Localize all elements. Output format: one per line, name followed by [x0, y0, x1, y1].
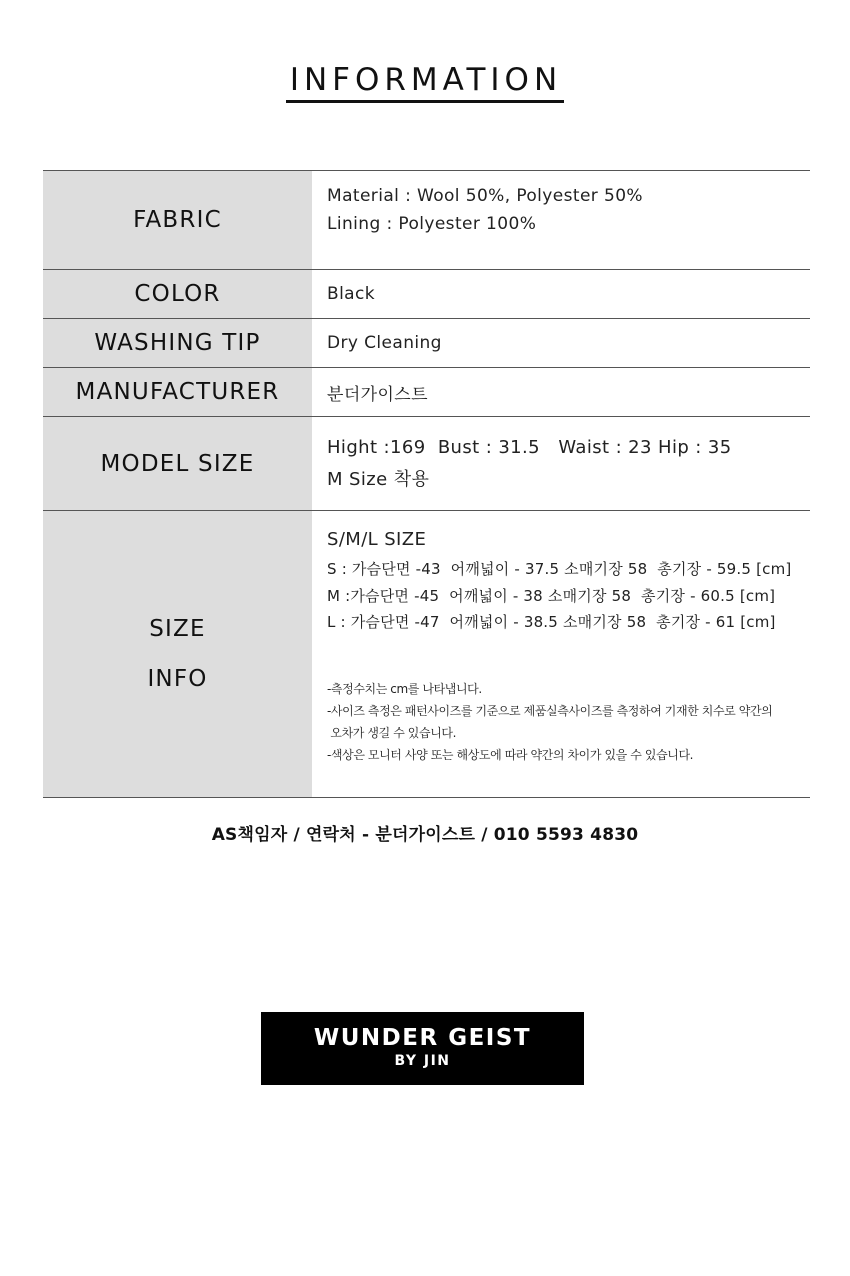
color-value: Black	[327, 284, 375, 304]
fabric-value	[312, 171, 810, 270]
color-row	[43, 270, 810, 319]
manufacturer-label: MANUFACTURER	[43, 368, 312, 417]
brand-logo-name: WUNDER GEIST	[313, 1025, 532, 1051]
brand-logo	[261, 1012, 584, 1085]
size-info-label-line1: SIZE	[149, 616, 206, 642]
washing-label: WASHING TIP	[43, 319, 312, 368]
size-note-3: 오차가 생길 수 있습니다.	[327, 725, 456, 740]
model-measurements: Hight :169 Bust : 31.5 Waist : 23 Hip : 35	[327, 436, 732, 458]
size-notes	[327, 678, 810, 766]
brand-logo-sub: BY JIN	[394, 1053, 451, 1069]
size-note-1: -측정수치는 cm를 나타냅니다.	[327, 681, 482, 696]
manufacturer-value: 분더가이스트	[327, 384, 428, 405]
title-container	[0, 62, 850, 103]
model-size-value	[312, 417, 810, 511]
manufacturer-row	[43, 368, 810, 417]
size-info-row	[43, 511, 810, 798]
washing-row	[43, 319, 810, 368]
size-info-value	[312, 511, 810, 798]
size-info-label-line2: INFO	[147, 666, 208, 692]
size-s-line: S : 가슴단면 -43 어깨넓이 - 37.5 소매기장 58 총기장 - 59.5 [cm]	[327, 560, 792, 578]
model-size-label: MODEL SIZE	[43, 417, 312, 511]
fabric-row	[43, 171, 810, 270]
size-note-4: -색상은 모니터 사양 또는 해상도에 따라 약간의 차이가 있을 수 있습니다.	[327, 747, 694, 762]
washing-value: Dry Cleaning	[327, 333, 442, 353]
color-label: COLOR	[43, 270, 312, 319]
as-contact-info: AS책임자 / 연락처 - 분더가이스트 / 010 5593 4830	[211, 825, 639, 845]
size-m-line: M :가슴단면 -45 어깨넓이 - 38 소매기장 58 총기장 - 60.5 [cm]	[327, 586, 776, 605]
size-heading: S/M/L SIZE	[327, 529, 427, 550]
model-size-row	[43, 417, 810, 511]
page-title: INFORMATION	[286, 62, 564, 103]
size-l-line: L : 가슴단면 -47 어깨넓이 - 38.5 소매기장 58 총기장 - 61 [cm]	[327, 613, 776, 631]
size-info-label	[43, 511, 312, 798]
fabric-lining: Lining : Polyester 100%	[327, 214, 537, 234]
fabric-material: Material : Wool 50%, Polyester 50%	[327, 186, 643, 206]
model-wearing-size: M Size 착용	[327, 468, 430, 490]
info-table	[43, 170, 810, 798]
size-note-2: -사이즈 측정은 패턴사이즈를 기준으로 제품실측사이즈를 측정하여 기재한 치수로 약간의	[327, 703, 773, 718]
fabric-label: FABRIC	[43, 171, 312, 270]
